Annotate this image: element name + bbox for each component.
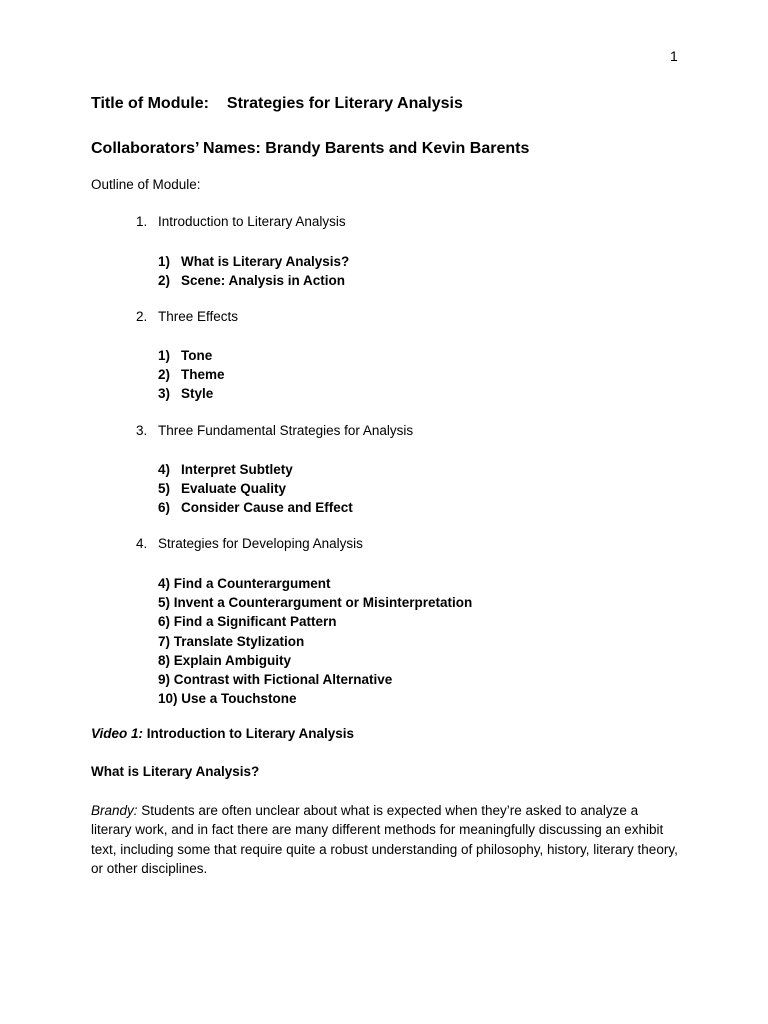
title-label: Title of Module:: [91, 95, 209, 112]
list-item: [158, 460, 353, 479]
list-item: 10) Use a Touchstone: [158, 691, 297, 707]
section-number: 1.: [136, 214, 148, 229]
section-label: Introduction to Literary Analysis: [158, 214, 346, 229]
list-item: [158, 384, 225, 403]
item-number: 1): [158, 348, 171, 363]
item-number: 1): [158, 254, 171, 269]
subheading: What is Literary Analysis?: [91, 764, 260, 779]
item-text: Scene: Analysis in Action: [181, 273, 346, 289]
section-label: Three Fundamental Strategies for Analysis: [158, 423, 414, 438]
section-number: 4.: [136, 536, 148, 551]
video-label: Video 1:: [91, 726, 144, 741]
item-text: Consider Cause and Effect: [181, 500, 353, 516]
section-heading: [136, 536, 363, 551]
video-heading: [91, 726, 354, 741]
module-title: [91, 95, 463, 113]
collaborators-line: Collaborators’ Names: Brandy Barents and Kevin Barents: [91, 140, 530, 157]
item-text: Theme: [181, 367, 225, 383]
speaker-name: Brandy:: [91, 803, 138, 818]
item-text: Evaluate Quality: [181, 481, 287, 497]
list-item: [158, 271, 349, 290]
item-number: 6): [158, 500, 171, 516]
page-number: 1: [670, 48, 678, 64]
item-number: 5): [158, 481, 171, 497]
list-item: 9) Contrast with Fictional Alternative: [158, 672, 393, 688]
section-label: Strategies for Developing Analysis: [158, 536, 363, 551]
title-value: Strategies for Literary Analysis: [226, 95, 463, 112]
video-title: Introduction to Literary Analysis: [146, 726, 355, 741]
section-items: [158, 346, 225, 404]
list-item: 6) Find a Significant Pattern: [158, 614, 337, 630]
paragraph-text: Students are often unclear about what is expected when they’re asked to analyze a literary work, and in fact there are many different methods for meaningfully discussing an exhibit text, including some that require quite a robust understanding of philosophy, history, literary theory, or other disciplines.: [91, 803, 678, 876]
item-number: 3): [158, 386, 171, 402]
item-text: What is Literary Analysis?: [181, 254, 350, 269]
list-item: 7) Translate Stylization: [158, 633, 305, 649]
list-item: 5) Invent a Counterargument or Misinterpretation: [158, 595, 473, 611]
list-item: 8) Explain Ambiguity: [158, 652, 292, 668]
item-text: Style: [181, 386, 214, 402]
development-strategies-list: [158, 574, 472, 708]
outline-heading: Outline of Module:: [91, 177, 201, 192]
item-number: 4): [158, 462, 171, 477]
item-text: Tone: [181, 348, 213, 363]
list-item: [158, 479, 353, 498]
section-items: [158, 252, 349, 290]
body-paragraph: [91, 801, 681, 878]
list-item: [158, 365, 225, 384]
item-text: Interpret Subtlety: [181, 462, 293, 477]
item-number: 2): [158, 367, 171, 383]
list-item: [158, 252, 349, 271]
section-items: [158, 460, 353, 518]
section-heading: [136, 214, 346, 229]
section-label: Three Effects: [158, 309, 239, 324]
list-item: [158, 498, 353, 517]
section-number: 3.: [136, 423, 148, 438]
list-item: [158, 346, 225, 365]
section-heading: [136, 423, 413, 438]
list-item: 4) Find a Counterargument: [158, 576, 331, 591]
section-heading: [136, 309, 238, 324]
item-number: 2): [158, 273, 171, 289]
section-number: 2.: [136, 309, 148, 324]
